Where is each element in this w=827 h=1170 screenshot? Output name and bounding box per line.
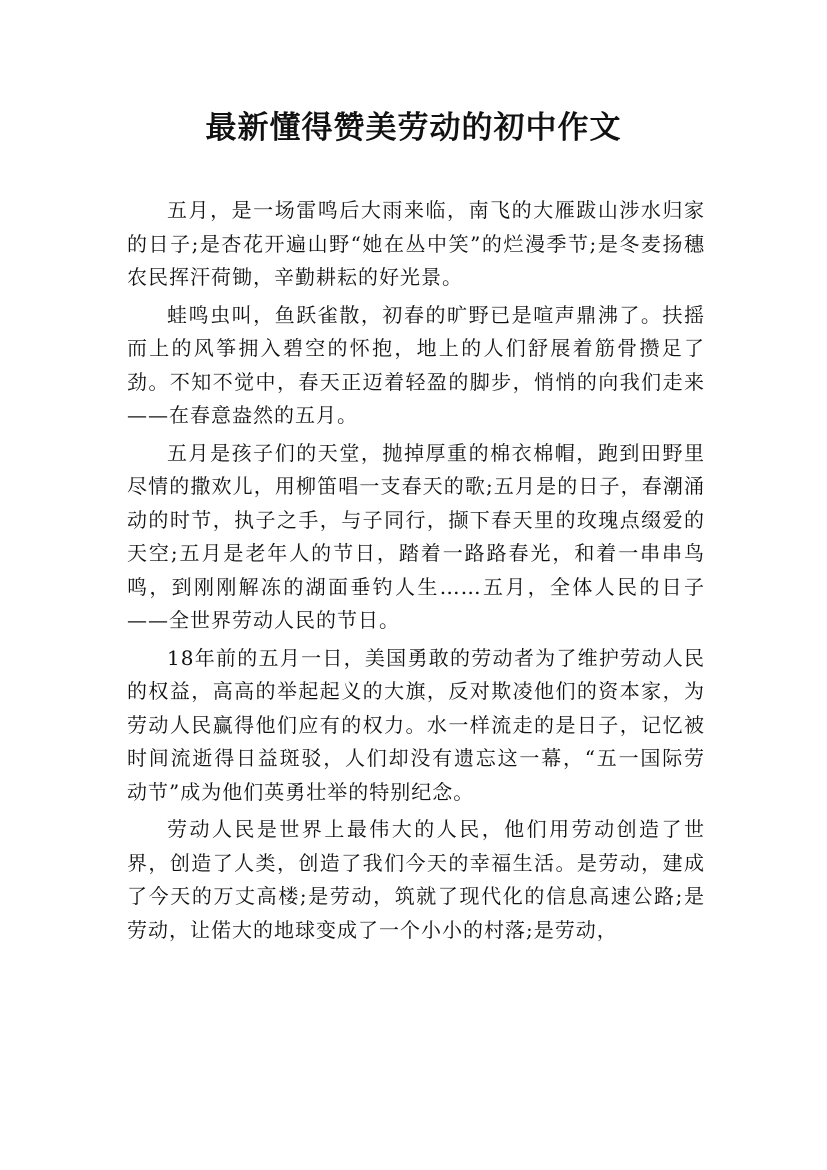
document-title: 最新懂得赞美劳动的初中作文 <box>205 110 622 146</box>
paragraph: 五月是孩子们的天堂，抛掉厚重的棉衣棉帽，跑到田野里尽情的撒欢儿，用柳笛唱一支春天的歌;五月是的日子，春潮涌动的时节，执子之手，与子同行，撷下春天里的玫瑰点缀爱的天空;五月是老年人的节日，踏着一路路春光，和着一串串鸟鸣，到刚刚解冻的湖面垂钓人生……五月，全体人民的日子——全世界劳动人民的节日。 <box>127 440 705 632</box>
paragraph: 劳动人民是世界上最伟大的人民，他们用劳动创造了世界，创造了人类，创造了我们今天的幸福生活。是劳动，建成了今天的万丈高楼;是劳动，筑就了现代化的信息高速公路;是劳动，让偌大的地球变成了一个小小的村落;是劳动， <box>127 817 705 942</box>
paragraph: 18年前的五月一日，美国勇敢的劳动者为了维护劳动人民的权益，高高的举起起义的大旗，反对欺凌他们的资本家，为劳动人民赢得他们应有的权力。水一样流走的是日子，记忆被时间流逝得日益斑驳，人们却没有遗忘这一幕，“五一国际劳动节”成为他们英勇壮举的特别纪念。 <box>127 645 705 804</box>
paragraph: 蛙鸣虫叫，鱼跃雀散，初春的旷野已是喧声鼎沸了。扶摇而上的风筝拥入碧空的怀抱，地上的人们舒展着筋骨攒足了劲。不知不觉中，春天正迈着轻盈的脚步，悄悄的向我们走来——在春意盎然的五月。 <box>127 302 705 427</box>
paragraph: 五月，是一场雷鸣后大雨来临，南飞的大雁跋山涉水归家的日子;是杏花开遍山野“她在丛中笑”的烂漫季节;是冬麦扬穗农民挥汗荷锄，辛勤耕耘的好光景。 <box>127 198 705 289</box>
document-body <box>127 194 705 951</box>
